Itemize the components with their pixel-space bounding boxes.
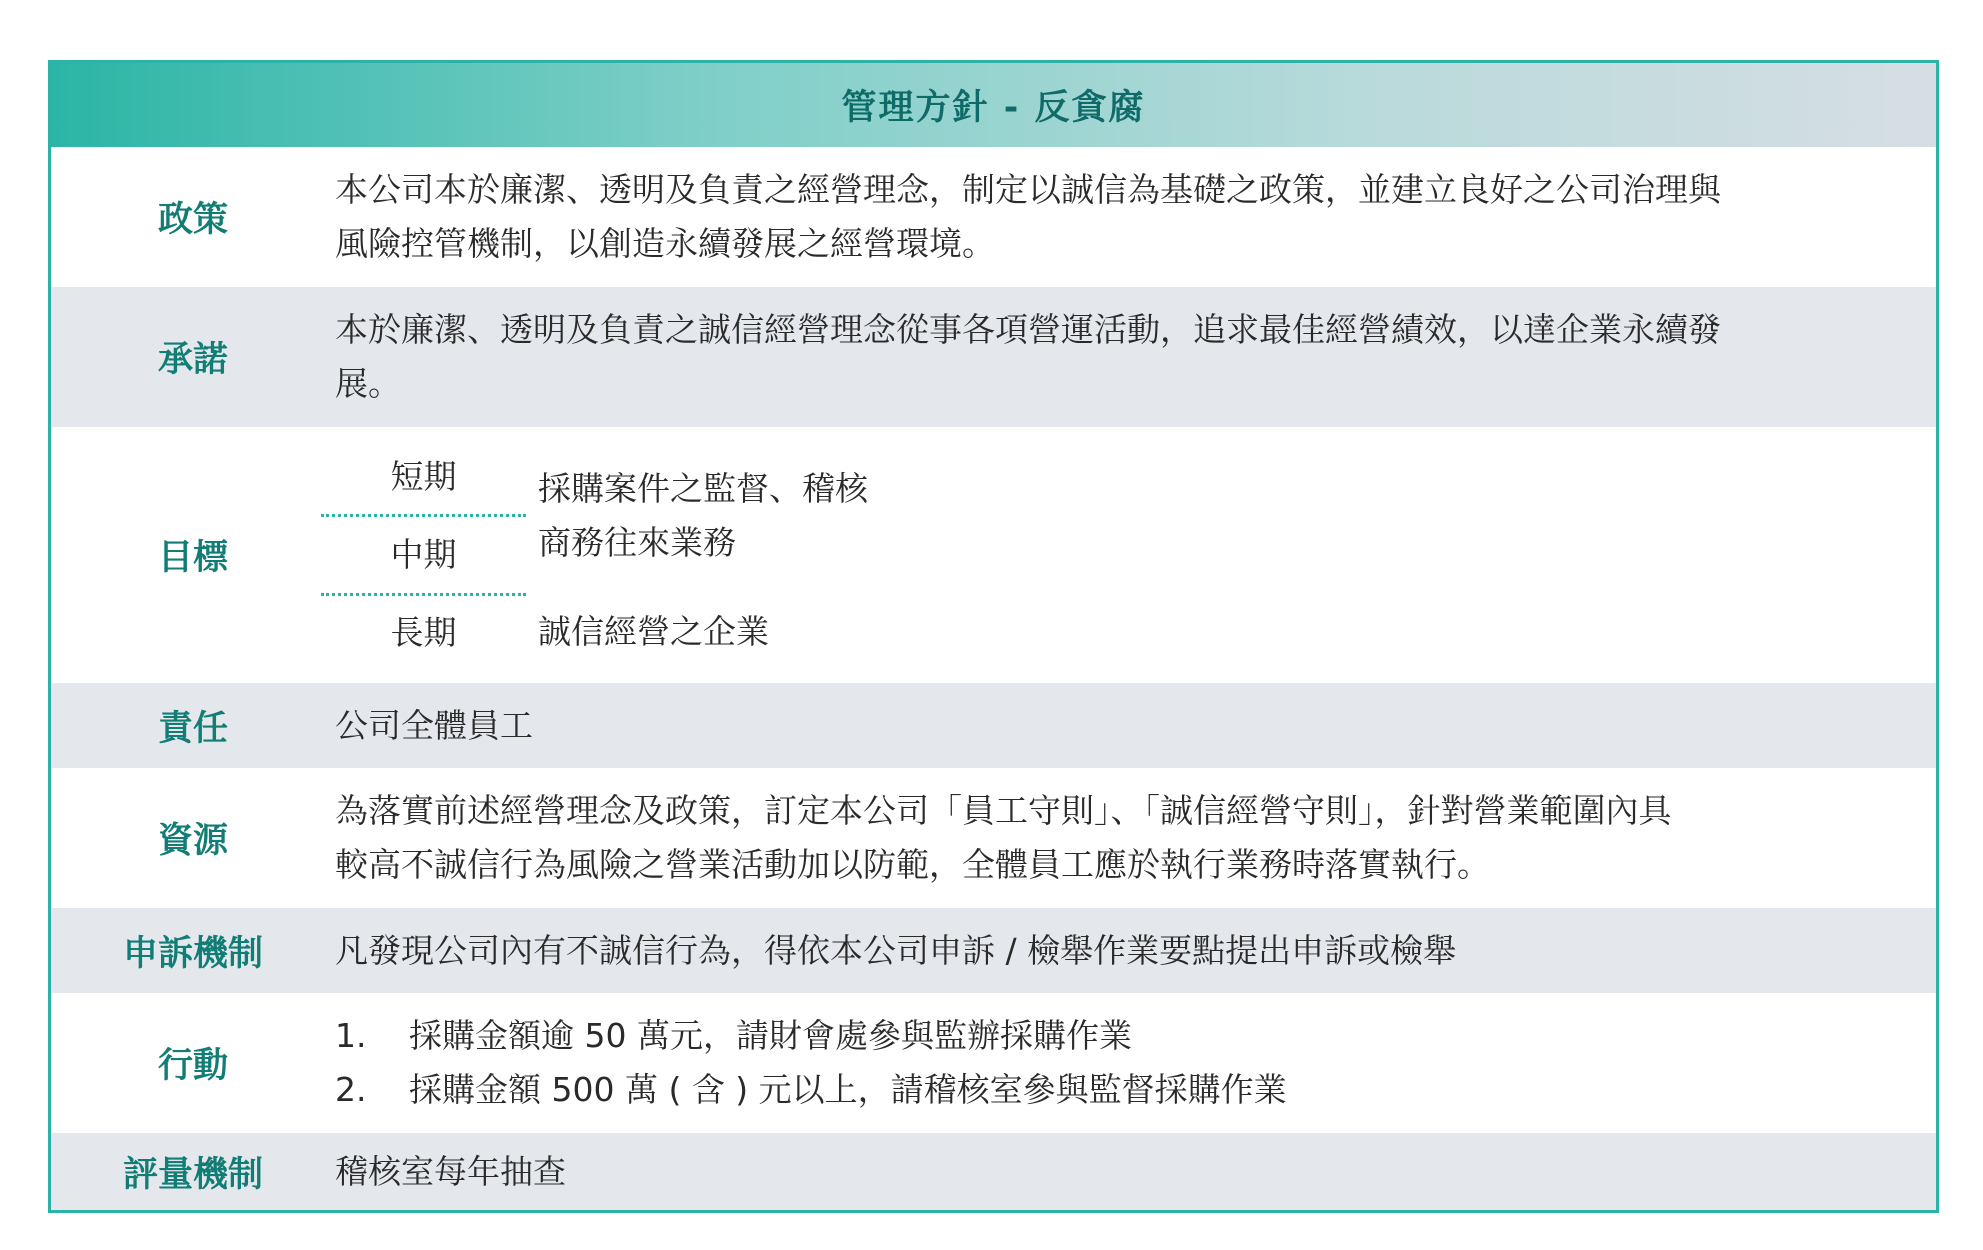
goal-term-short: 短期 <box>321 439 526 517</box>
goal-terms <box>321 439 526 671</box>
responsibility-content: 公司全體員工 <box>335 705 533 745</box>
goals-content <box>335 427 1936 683</box>
goal-term-mid: 中期 <box>321 517 526 595</box>
table-title: 管理方針 - 反貪腐 <box>841 88 1146 128</box>
commitment-line-1: 本於廉潔、透明及負責之誠信經營理念從事各項營運活動，追求最佳經營績效，以達企業永續發 <box>335 310 1721 349</box>
action-number: 1. <box>335 1016 367 1055</box>
grievance-label: 申訴機制 <box>122 933 263 974</box>
management-policy-table <box>48 60 1939 1213</box>
table-header <box>51 63 1936 147</box>
evaluation-row <box>51 1133 1936 1210</box>
responsibility-label: 責任 <box>157 708 228 749</box>
evaluation-content: 稽核室每年抽查 <box>335 1151 566 1191</box>
goal-desc-short-mid <box>538 439 1922 594</box>
responsibility-row <box>51 683 1936 768</box>
actions-content <box>335 993 1936 1133</box>
goal-desc-line-2: 商務往來業務 <box>538 523 736 563</box>
commitment-content <box>335 287 1936 427</box>
action-text: 採購金額 500 萬 ( 含 ) 元以上，請稽核室參與監督採購作業 <box>409 1070 1287 1109</box>
goals-label: 目標 <box>157 538 228 578</box>
goal-desc-line-1: 採購案件之監督、稽核 <box>538 469 868 509</box>
goals-row <box>51 427 1936 683</box>
action-item <box>335 1009 1922 1063</box>
goal-descriptions <box>526 439 1922 671</box>
action-item <box>335 1063 1922 1117</box>
policy-row <box>51 147 1936 287</box>
commitment-line-2: 展。 <box>335 364 401 403</box>
policy-content <box>335 147 1936 287</box>
policy-label: 政策 <box>157 200 228 240</box>
resources-label: 資源 <box>157 821 228 861</box>
grievance-row <box>51 908 1936 993</box>
policy-line-2: 風險控管機制，以創造永續發展之經營環境。 <box>335 224 995 263</box>
action-number: 2. <box>335 1070 367 1109</box>
resources-line-2: 較高不誠信行為風險之營業活動加以防範，全體員工應於執行業務時落實執行。 <box>335 845 1490 884</box>
goal-desc-long: 誠信經營之企業 <box>538 612 769 652</box>
policy-line-1: 本公司本於廉潔、透明及負責之經營理念，制定以誠信為基礎之政策，並建立良好之公司治理與 <box>335 170 1721 209</box>
actions-row <box>51 993 1936 1133</box>
resources-row <box>51 768 1936 908</box>
goal-term-long: 長期 <box>390 613 457 653</box>
actions-label: 行動 <box>157 1046 228 1086</box>
evaluation-label: 評量機制 <box>122 1154 263 1195</box>
resources-line-1: 為落實前述經營理念及政策，訂定本公司「員工守則」、「誠信經營守則」，針對營業範圍內具 <box>335 791 1672 830</box>
commitment-label: 承諾 <box>157 340 228 380</box>
grievance-content: 凡發現公司內有不誠信行為，得依本公司申訴 / 檢舉作業要點提出申訴或檢舉 <box>335 930 1457 970</box>
action-text: 採購金額逾 50 萬元，請財會處參與監辦採購作業 <box>409 1016 1132 1055</box>
goals-grid <box>335 439 1922 671</box>
commitment-row <box>51 287 1936 427</box>
resources-content <box>335 768 1936 908</box>
